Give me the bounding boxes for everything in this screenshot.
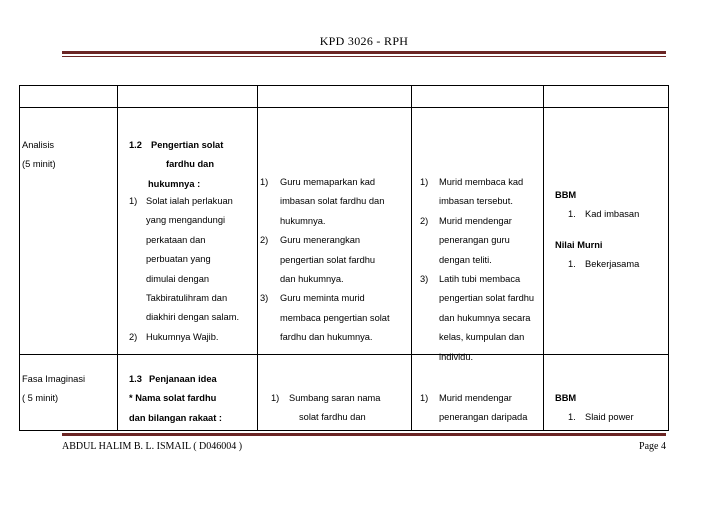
item-line: Kad imbasan [585, 209, 640, 220]
item-number: 1) [271, 393, 280, 403]
item-line: imbasan tersebut. [439, 196, 513, 207]
heading-line: Pengertian solat [151, 140, 224, 150]
item-line: membaca pengertian solat [280, 312, 390, 323]
heading-number: 1.2 [129, 140, 142, 150]
item-number: 1) [260, 177, 269, 187]
notes-cell [544, 108, 669, 355]
content-cell [118, 108, 258, 355]
notes-heading: BBM [555, 190, 577, 200]
item-line: Guru menerangkan [280, 235, 361, 246]
bullet-line: * Nama solat fardhu [129, 393, 217, 404]
page-header-title: KPD 3026 - RPH [319, 34, 409, 48]
table-row-analisis [20, 108, 669, 355]
item-line: Murid membaca kad [439, 177, 524, 187]
item-line: dan hukumnya. [280, 273, 344, 284]
student-activity-cell [412, 355, 544, 431]
item-line: individu. [439, 351, 474, 362]
item-line: hukumnya. [280, 215, 326, 226]
item-number: 1. [568, 412, 576, 423]
item-line: diakhiri dengan salam. [146, 312, 240, 323]
item-number: 1. [568, 209, 576, 220]
item-number: 2) [420, 215, 429, 226]
header-cell [258, 86, 412, 108]
item-line: Slaid power [585, 412, 634, 423]
item-line: Takbiratulihram dan [146, 292, 228, 303]
item-line: perbuatan yang [146, 254, 211, 265]
item-line: pengertian solat fardhu [280, 254, 376, 265]
stage-label: Analisis [22, 140, 55, 150]
item-line: Guru memaparkan kad [280, 177, 376, 187]
item-line: Guru meminta murid [280, 293, 365, 304]
item-line: Bekerjasama [585, 259, 640, 270]
heading-line: Penjanaan idea [149, 374, 217, 384]
teacher-activity-cell [258, 355, 412, 431]
heading-number: 1.3 [129, 374, 142, 384]
teacher-activity-cell [258, 108, 412, 355]
item-line: Murid mendengar [439, 393, 512, 403]
lesson-plan-table [19, 85, 669, 431]
item-number: 1) [129, 196, 138, 206]
content-cell [118, 355, 258, 431]
item-number: 1) [420, 393, 429, 403]
item-line: dan hukumnya secara [439, 312, 531, 323]
footer-author: ABDUL HALIM B. L. ISMAIL ( D046004 ) [62, 441, 243, 452]
item-number: 3) [260, 293, 269, 304]
header-rule-thick [62, 51, 666, 54]
item-number: 3) [420, 273, 429, 284]
notes-cell [544, 355, 669, 431]
header-cell [118, 86, 258, 108]
footer-page-number: Page 4 [639, 441, 666, 452]
student-activity-cell [412, 108, 544, 362]
item-line: dengan teliti. [439, 254, 492, 265]
bullet-line: dan bilangan rakaat : [129, 412, 222, 423]
stage-duration: (5 minit) [22, 159, 56, 170]
item-number: 2) [260, 235, 269, 246]
header-cell [20, 86, 118, 108]
item-line: penerangan daripada [439, 412, 528, 423]
item-line: Solat ialah perlakuan [146, 196, 233, 206]
notes-heading: BBM [555, 393, 577, 403]
stage-cell [20, 108, 118, 355]
item-line: Murid mendengar [439, 215, 512, 226]
item-line: solat fardhu dan [299, 412, 366, 423]
stage-label: Fasa Imaginasi [22, 374, 86, 384]
notes-heading: Nilai Murni [555, 240, 603, 250]
item-number: 1) [420, 177, 429, 187]
header-rule-thin [62, 56, 666, 57]
item-line: pengertian solat fardhu [439, 293, 535, 304]
table-row-fasa-imaginasi [20, 355, 669, 431]
item-line: Hukumnya Wajib. [146, 331, 219, 342]
item-line: fardhu dan hukumnya. [280, 332, 373, 343]
header-cell [544, 86, 669, 108]
heading-line: hukumnya : [148, 178, 201, 189]
item-line: perkataan dan [146, 234, 206, 245]
item-line: penerangan guru [439, 235, 510, 246]
item-line: dimulai dengan [146, 273, 210, 284]
item-line: Sumbang saran nama [289, 393, 381, 403]
heading-line: fardhu dan [166, 159, 215, 170]
item-number: 1. [568, 259, 576, 270]
stage-duration: ( 5 minit) [22, 393, 59, 404]
item-line: kelas, kumpulan dan [439, 332, 525, 343]
item-line: yang mengandungi [146, 215, 226, 226]
item-line: Latih tubi membaca [439, 273, 521, 284]
table-header-row [20, 86, 669, 108]
footer-rule-thick [62, 433, 666, 436]
item-number: 2) [129, 331, 138, 342]
header-cell [412, 86, 544, 108]
item-line: imbasan solat fardhu dan [280, 196, 385, 207]
stage-cell [20, 355, 118, 431]
